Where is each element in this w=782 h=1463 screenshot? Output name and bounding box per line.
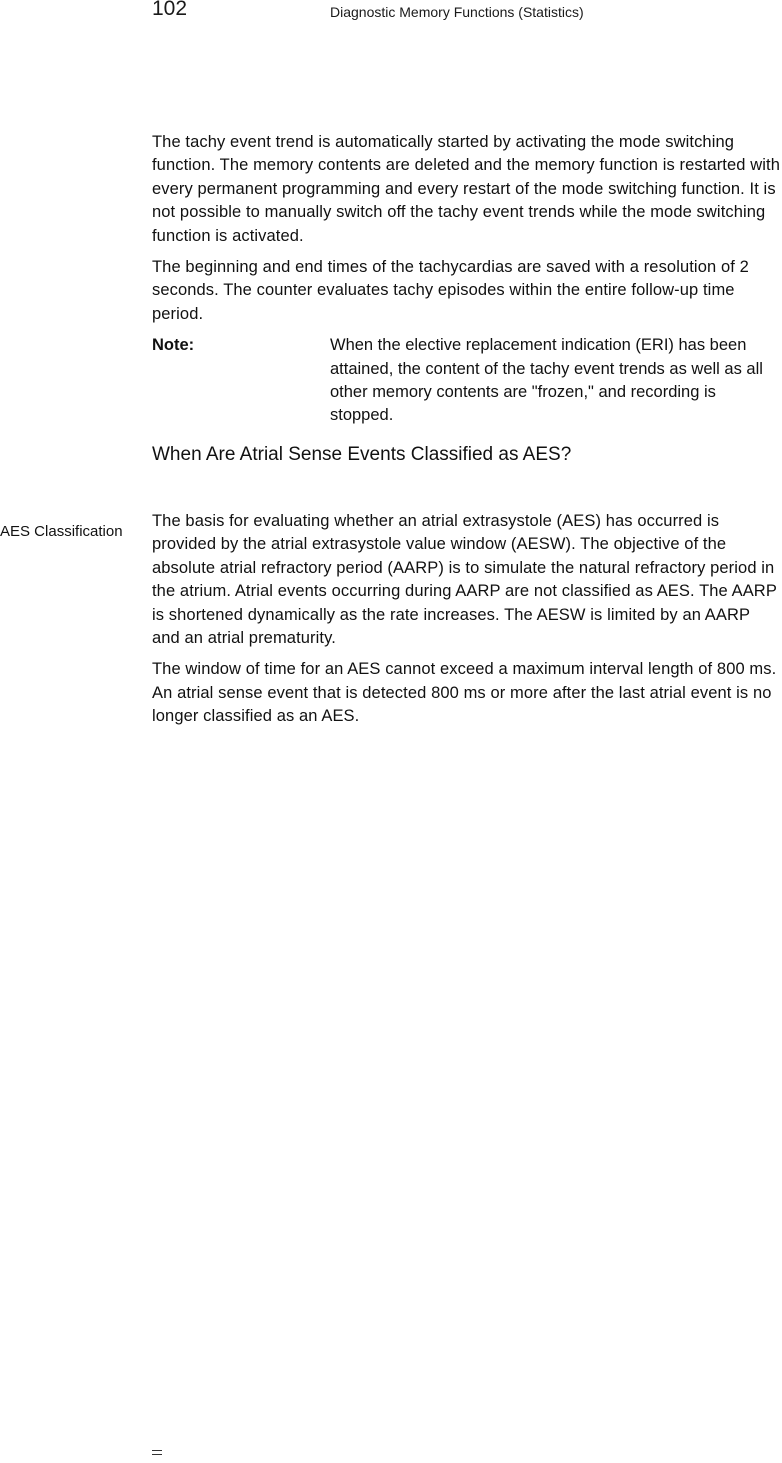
running-header: Diagnostic Memory Functions (Statistics): [330, 4, 584, 20]
paragraph-aes-basis: The basis for evaluating whether an atrial extrasystole (AES) has occurred is provided by the atrial extrasystole value window (AESW). The objective of the absolute atrial refractory period (AARP) is to simulate the natural refractory period in the atrium. Atrial events occurring during AARP are not classified as AES. The AARP is shortened dynamically as the rate increases. The AESW is limited by an AARP and an atrial prematurity.: [152, 511, 777, 647]
margin-label: AES Classification: [0, 523, 123, 540]
main-content: [152, 131, 780, 737]
page-number: 102: [152, 0, 188, 20]
paragraph-tachy-times: The beginning and end times of the tachycardias are saved with a resolution of 2 seconds. The counter evaluates tachy episodes within the entire follow-up time period.: [152, 258, 749, 323]
section-heading: When Are Atrial Sense Events Classified as AES?: [152, 443, 572, 465]
note-label: Note:: [152, 336, 195, 355]
note-text: When the elective replacement indication (ERI) has been attained, the content of the tachy event trends as well as all other memory contents are "frozen," and recording is stopped.: [330, 336, 763, 425]
note-block: [152, 334, 780, 428]
aes-block: [152, 510, 780, 729]
footer-mark: [152, 1450, 162, 1455]
paragraph-aes-window: The window of time for an AES cannot exceed a maximum interval length of 800 ms. An atrial sense event that is detected 800 ms or more after the last atrial event is no longer classified as an AES.: [152, 660, 777, 726]
paragraph-tachy-trend: The tachy event trend is automatically started by activating the mode switching function. The memory contents are deleted and the memory function is restarted with every permanent programming and every restart of the mode switching function. It is not possible to manually switch off the tachy event trends while the mode switching function is activated.: [152, 133, 780, 245]
